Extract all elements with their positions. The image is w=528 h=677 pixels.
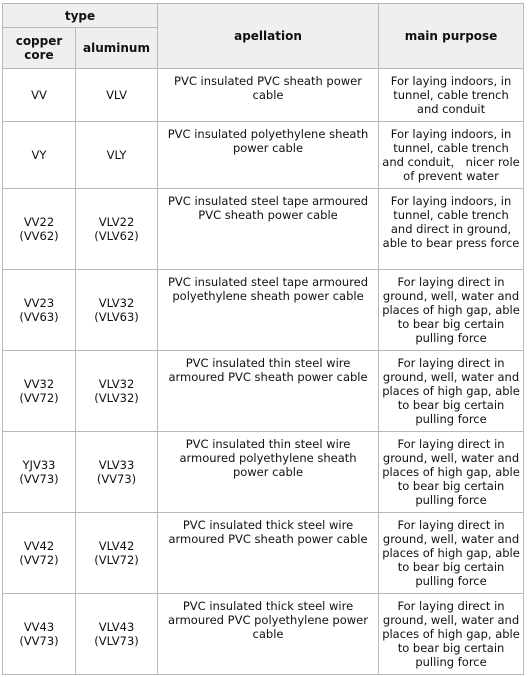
appellation-cell: PVC insulated thin steel wire armoured PVC sheath power cable: [158, 351, 379, 432]
table-row: [3, 351, 524, 432]
copper-cell: VV42 (VV72): [3, 513, 76, 594]
aluminum-cell: VLV: [76, 69, 158, 122]
purpose-cell: For laying direct in ground, well, water and places of high gap, able to bear big certain pulling force: [379, 432, 524, 513]
appellation-cell: PVC insulated thin steel wire armoured polyethylene sheath power cable: [158, 432, 379, 513]
copper-cell: VV22 (VV62): [3, 189, 76, 270]
header-copper-core: copper core: [3, 28, 76, 69]
table-row: [3, 594, 524, 675]
table-row: [3, 122, 524, 189]
appellation-cell: PVC insulated polyethylene sheath power cable: [158, 122, 379, 189]
header-main-purpose: main purpose: [379, 4, 524, 69]
copper-cell: VV23 (VV63): [3, 270, 76, 351]
header-appellation: apellation: [158, 4, 379, 69]
purpose-cell: For laying direct in ground, well, water and places of high gap, able to bear big certain pulling force: [379, 351, 524, 432]
copper-cell: VV32 (VV72): [3, 351, 76, 432]
appellation-cell: PVC insulated thick steel wire armoured PVC polyethylene power cable: [158, 594, 379, 675]
purpose-cell: For laying indoors, in tunnel, cable trench and conduit: [379, 69, 524, 122]
purpose-cell: For laying direct in ground, well, water and places of high gap, able to bear big certain pulling force: [379, 513, 524, 594]
header-type: type: [3, 4, 158, 28]
purpose-cell: For laying indoors, in tunnel, cable trench and conduit， nicer role of prevent water: [379, 122, 524, 189]
copper-cell: VV43 (VV73): [3, 594, 76, 675]
aluminum-cell: VLY: [76, 122, 158, 189]
copper-cell: YJV33 (VV73): [3, 432, 76, 513]
copper-cell: VY: [3, 122, 76, 189]
aluminum-cell: VLV42 (VLV72): [76, 513, 158, 594]
table-row: [3, 189, 524, 270]
appellation-cell: PVC insulated thick steel wire armoured PVC sheath power cable: [158, 513, 379, 594]
copper-cell: VV: [3, 69, 76, 122]
aluminum-cell: VLV22 (VLV62): [76, 189, 158, 270]
purpose-cell: For laying indoors, in tunnel, cable trench and direct in ground, able to bear press force: [379, 189, 524, 270]
appellation-cell: PVC insulated steel tape armoured polyethylene sheath power cable: [158, 270, 379, 351]
header-aluminum: aluminum: [76, 28, 158, 69]
table-row: [3, 432, 524, 513]
aluminum-cell: VLV43 (VLV73): [76, 594, 158, 675]
appellation-cell: PVC insulated PVC sheath power cable: [158, 69, 379, 122]
purpose-cell: For laying direct in ground, well, water and places of high gap, able to bear big certain pulling force: [379, 594, 524, 675]
appellation-cell: PVC insulated steel tape armoured PVC sheath power cable: [158, 189, 379, 270]
table-row: [3, 69, 524, 122]
purpose-cell: For laying direct in ground, well, water and places of high gap, able to bear big certain pulling force: [379, 270, 524, 351]
table-row: [3, 513, 524, 594]
aluminum-cell: VLV33 (VV73): [76, 432, 158, 513]
table-row: [3, 270, 524, 351]
cable-spec-table: [2, 3, 524, 675]
aluminum-cell: VLV32 (VLV63): [76, 270, 158, 351]
aluminum-cell: VLV32 (VLV32): [76, 351, 158, 432]
